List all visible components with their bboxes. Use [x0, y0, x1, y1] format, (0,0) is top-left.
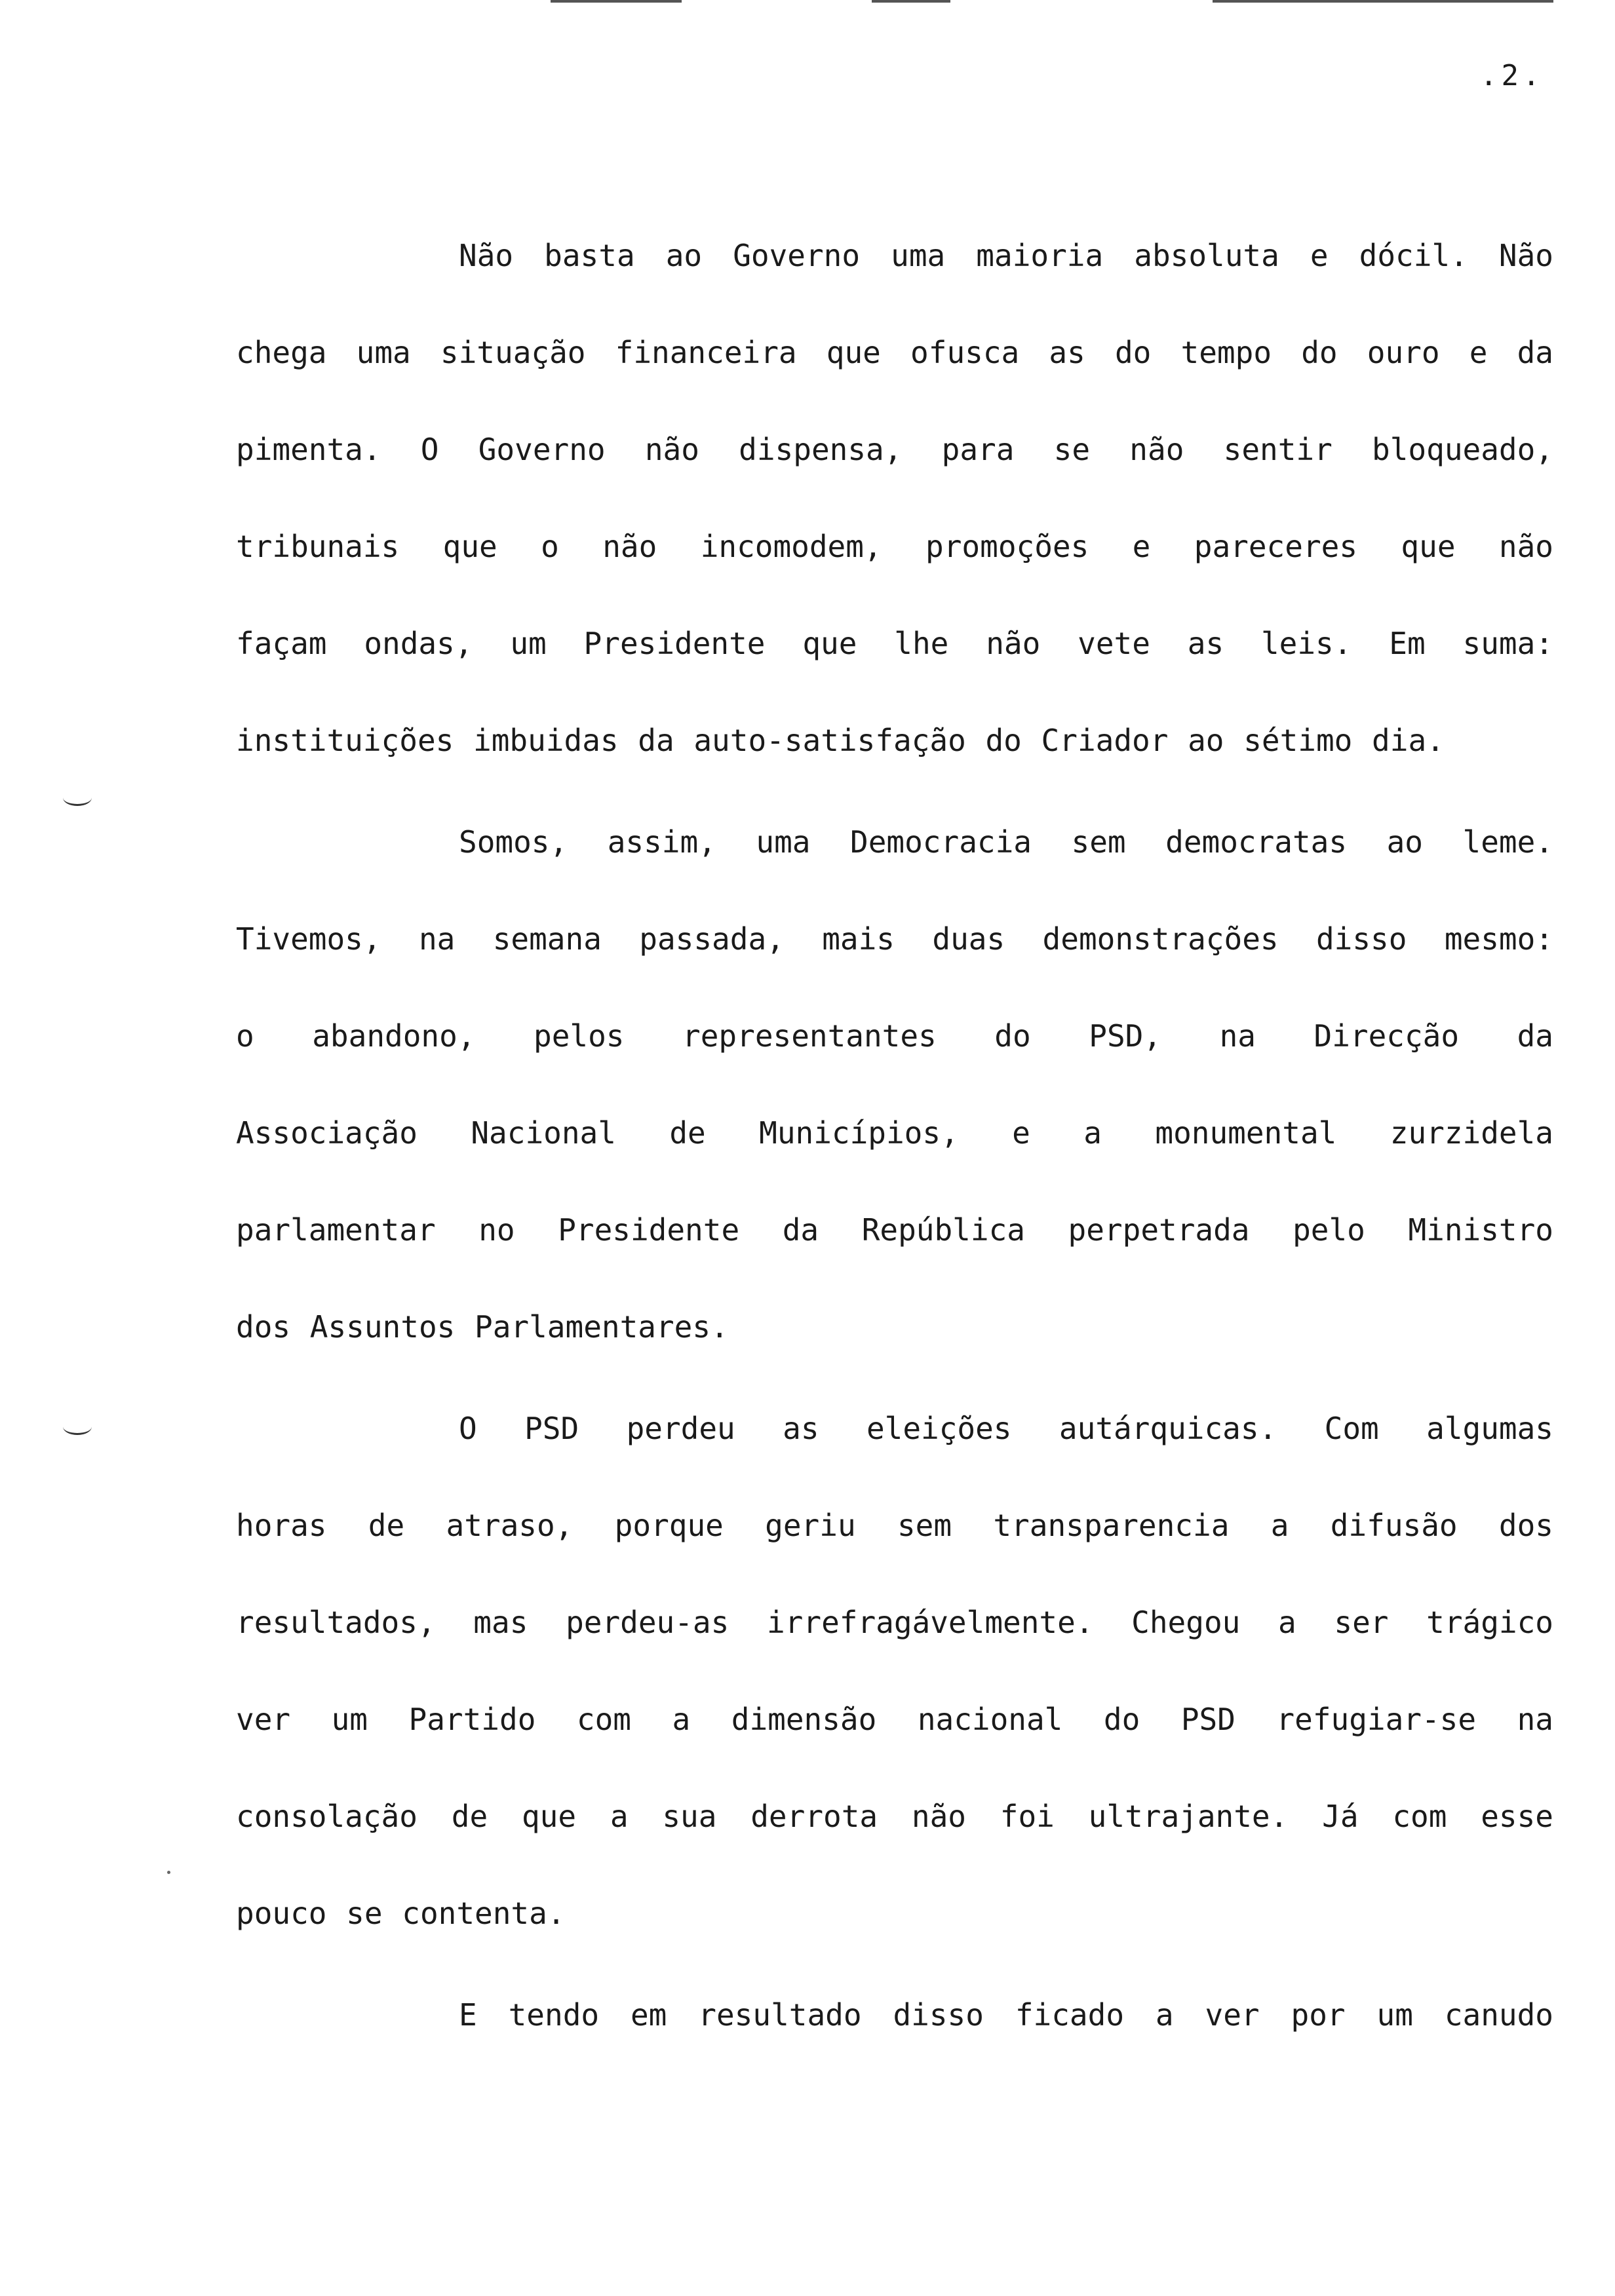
text-line: pouco se contenta. — [236, 1896, 566, 1931]
text-line: parlamentar no Presidente da República perpetrada pelo Ministro — [236, 1212, 1553, 1248]
margin-punch-mark — [63, 1419, 92, 1435]
text-line: o abandono, pelos representantes do PSD, na Direcção da — [236, 1018, 1553, 1054]
text-line: pimenta. O Governo não dispensa, para se não sentir bloqueado, — [236, 432, 1553, 467]
text-line: Associação Nacional de Municípios, e a monumental zurzidela — [236, 1115, 1553, 1151]
text-line: Somos, assim, uma Democracia sem democratas ao leme. — [459, 824, 1553, 860]
scan-speck — [167, 1871, 170, 1874]
top-scan-rule — [551, 0, 682, 3]
text-line: instituições imbuidas da auto-satisfação do Criador ao sétimo dia. — [236, 723, 1445, 758]
text-line: resultados, mas perdeu-as irrefragávelmente. Chegou a ser trágico — [236, 1605, 1553, 1640]
text-line: façam ondas, um Presidente que lhe não vete as leis. Em suma: — [236, 626, 1553, 661]
text-line: horas de atraso, porque geriu sem transparencia a difusão dos — [236, 1508, 1553, 1543]
text-line: Tivemos, na semana passada, mais duas demonstrações disso mesmo: — [236, 921, 1553, 957]
page-number: .2. — [1480, 59, 1544, 92]
margin-punch-mark — [63, 790, 92, 806]
text-line: consolação de que a sua derrota não foi ultrajante. Já com esse — [236, 1799, 1553, 1834]
text-line: E tendo em resultado disso ficado a ver por um canudo — [459, 1997, 1553, 2033]
text-line: chega uma situação financeira que ofusca as do tempo do ouro e da — [236, 335, 1553, 370]
top-scan-rule — [1213, 0, 1553, 3]
text-line: tribunais que o não incomodem, promoções e pareceres que não — [236, 529, 1553, 564]
top-scan-rule — [872, 0, 950, 3]
text-line: ver um Partido com a dimensão nacional do PSD refugiar-se na — [236, 1702, 1553, 1737]
text-line: Não basta ao Governo uma maioria absoluta e dócil. Não — [459, 238, 1553, 273]
text-line: O PSD perdeu as eleições autárquicas. Com algumas — [459, 1411, 1553, 1446]
text-line: dos Assuntos Parlamentares. — [236, 1309, 729, 1345]
